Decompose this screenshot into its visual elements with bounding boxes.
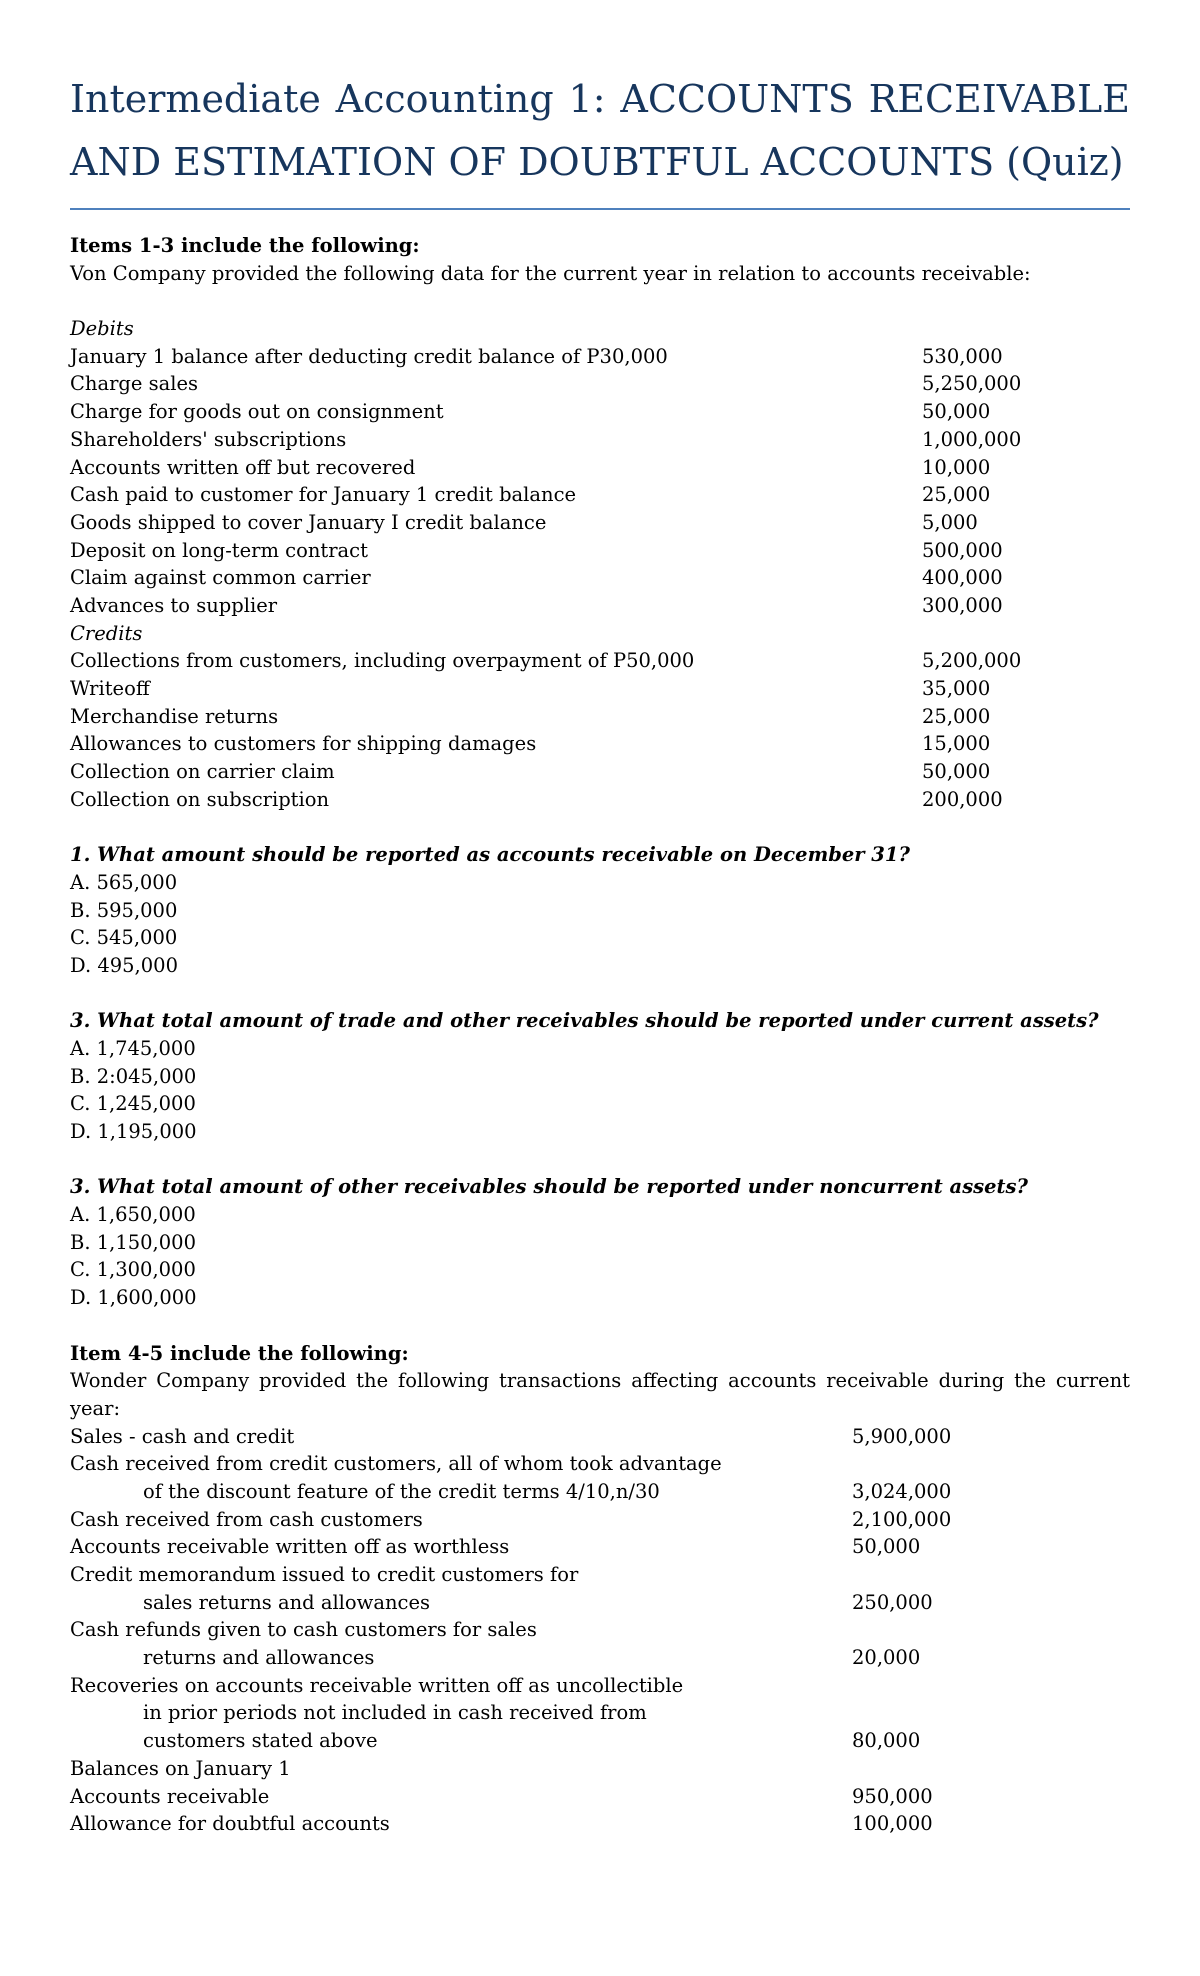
spacer: [70, 1312, 1130, 1340]
row-amount: 5,200,000: [922, 649, 1022, 673]
row-amount: 300,000: [922, 593, 1003, 617]
row-amount: 10,000: [922, 455, 991, 479]
row-label: Advances to supplier: [70, 593, 278, 617]
ledger-row: [70, 1755, 1130, 1783]
spacer: [70, 980, 1130, 1008]
row-label: Cash received from credit customers, all of whom took advantage: [70, 1452, 722, 1476]
row-label: Writeoff: [70, 677, 150, 700]
debits-list: [70, 343, 1130, 620]
row-label: Allowance for doubtful accounts: [70, 1812, 390, 1836]
row-label: Collection on subscription: [70, 787, 330, 811]
row-amount: 200,000: [922, 787, 1003, 811]
transactions-list: [70, 1423, 1130, 1838]
ledger-row: [70, 758, 1130, 786]
row-amount: 25,000: [922, 704, 991, 728]
row-amount: 400,000: [922, 566, 1003, 590]
row-label: in prior periods not included in cash received from: [143, 1701, 647, 1725]
answer-choice: B. 595,000: [70, 898, 178, 922]
row-amount: 50,000: [922, 760, 991, 784]
row-label: Collections from customers, including overpayment of P50,000: [70, 649, 695, 673]
row-label: Balances on January 1: [70, 1756, 291, 1780]
ledger-row: [70, 1533, 1130, 1561]
ledger-row: [70, 481, 1130, 509]
row-label: Credit memorandum issued to credit customers for: [70, 1563, 579, 1587]
answer-choice: A. 1,745,000: [70, 1036, 196, 1060]
ledger-row: [70, 564, 1130, 592]
ledger-row: [70, 1644, 1130, 1672]
ledger-row: [70, 647, 1130, 675]
section-intro: Wonder Company provided the following transactions affecting accounts receivable during the current year:: [70, 1369, 1130, 1420]
row-amount: 35,000: [922, 677, 991, 700]
row-label: Sales - cash and credit: [70, 1424, 295, 1448]
question-text: 1. What amount should be reported as accounts receivable on December 31?: [70, 843, 910, 867]
row-label: Recoveries on accounts receivable written off as uncollectible: [70, 1673, 684, 1697]
answer-choice: A. 1,650,000: [70, 1203, 196, 1227]
ledger-row: [70, 703, 1130, 731]
ledger-row: [70, 370, 1130, 398]
row-amount: 100,000: [852, 1812, 933, 1836]
ledger-row: [70, 592, 1130, 620]
section-heading: Item 4-5 include the following:: [70, 1341, 409, 1365]
spacer: [70, 1146, 1130, 1174]
ledger-row: [70, 426, 1130, 454]
ledger-row: [70, 1699, 1130, 1727]
row-label: Charge for goods out on consignment: [70, 400, 444, 424]
row-label: Allowances to customers for shipping damages: [70, 732, 537, 756]
row-amount: 5,250,000: [922, 372, 1022, 396]
ledger-row: [70, 1423, 1130, 1451]
document-page: [70, 68, 1130, 1838]
question-text: 3. What total amount of other receivables should be reported under noncurrent assets?: [70, 1175, 1028, 1199]
answer-choice: D. 1,600,000: [70, 1286, 197, 1310]
row-label: Accounts receivable: [70, 1784, 270, 1808]
ledger-row: [70, 509, 1130, 537]
ledger-row: [70, 730, 1130, 758]
row-label: Deposit on long-term contract: [70, 538, 368, 562]
section-heading: Items 1-3 include the following:: [70, 234, 420, 257]
ledger-row: [70, 786, 1130, 814]
answer-choice: D. 1,195,000: [70, 1120, 197, 1143]
ledger-row: [70, 454, 1130, 482]
ledger-row: [70, 1506, 1130, 1534]
row-label: returns and allowances: [143, 1646, 375, 1670]
row-amount: 3,024,000: [852, 1479, 952, 1503]
ledger-row: [70, 1450, 1130, 1478]
row-label: Accounts written off but recovered: [70, 455, 416, 479]
spacer: [70, 287, 1130, 315]
row-amount: 25,000: [922, 483, 991, 507]
ledger-row: [70, 1783, 1130, 1811]
row-label: Merchandise returns: [70, 704, 279, 728]
row-amount: 5,900,000: [852, 1424, 952, 1448]
row-label: January 1 balance after deducting credit balance of P30,000: [70, 344, 668, 368]
row-label: sales returns and allowances: [143, 1590, 431, 1614]
ledger-row: [70, 398, 1130, 426]
answer-choice: C. 1,245,000: [70, 1092, 196, 1116]
row-amount: 250,000: [852, 1590, 933, 1614]
row-amount: 80,000: [852, 1729, 921, 1753]
row-amount: 15,000: [922, 732, 991, 756]
ledger-row: [70, 675, 1130, 703]
row-amount: 5,000: [922, 510, 978, 534]
row-amount: 530,000: [922, 344, 1003, 368]
ledger-row: [70, 1810, 1130, 1838]
ledger-row: [70, 1616, 1130, 1644]
credits-list: [70, 647, 1130, 813]
answer-choice: C. 1,300,000: [70, 1258, 196, 1282]
ledger-row: [70, 1672, 1130, 1700]
ledger-row: [70, 1589, 1130, 1617]
questions-list: [70, 813, 1130, 1311]
row-amount: 950,000: [852, 1784, 933, 1808]
answer-choice: B. 2:045,000: [70, 1064, 197, 1088]
row-label: Collection on carrier claim: [70, 760, 335, 784]
ledger-row: [70, 343, 1130, 371]
answer-choice: D. 495,000: [70, 953, 178, 977]
row-label: Goods shipped to cover January I credit balance: [70, 510, 547, 534]
ledger-row: [70, 537, 1130, 565]
ledger-row: [70, 1561, 1130, 1589]
row-amount: 500,000: [922, 538, 1003, 562]
row-amount: 1,000,000: [922, 427, 1022, 451]
row-label: Shareholders' subscriptions: [70, 427, 347, 451]
row-label: Charge sales: [70, 372, 199, 396]
ledger-row: [70, 1478, 1130, 1506]
row-amount: 50,000: [922, 400, 991, 424]
row-amount: 2,100,000: [852, 1507, 952, 1531]
document-body: [70, 232, 1130, 1838]
section-intro: Von Company provided the following data for the current year in relation to accounts receivable:: [70, 261, 1031, 285]
question-text: 3. What total amount of trade and other receivables should be reported under current assets?: [70, 1009, 1099, 1033]
row-label: Cash received from cash customers: [70, 1507, 423, 1531]
row-amount: 50,000: [852, 1535, 921, 1559]
row-label: of the discount feature of the credit terms 4/10,n/30: [143, 1479, 660, 1503]
page-title: Intermediate Accounting 1: ACCOUNTS RECEIVABLE AND ESTIMATION OF DOUBTFUL ACCOUNTS (Quiz): [70, 77, 1130, 184]
spacer: [70, 813, 1130, 841]
answer-choice: C. 545,000: [70, 926, 178, 950]
row-amount: 20,000: [852, 1646, 921, 1670]
answer-choice: A. 565,000: [70, 870, 178, 894]
row-label: Accounts receivable written off as worthless: [70, 1535, 510, 1559]
title-divider: [70, 208, 1130, 210]
row-label: Cash refunds given to cash customers for sales: [70, 1618, 537, 1642]
row-label: Claim against common carrier: [70, 566, 371, 590]
ledger-row: [70, 1727, 1130, 1755]
debits-label: Debits: [70, 317, 134, 341]
answer-choice: B. 1,150,000: [70, 1230, 196, 1254]
row-label: customers stated above: [143, 1729, 378, 1753]
credits-label: Credits: [70, 621, 143, 645]
row-label: Cash paid to customer for January 1 credit balance: [70, 483, 577, 507]
